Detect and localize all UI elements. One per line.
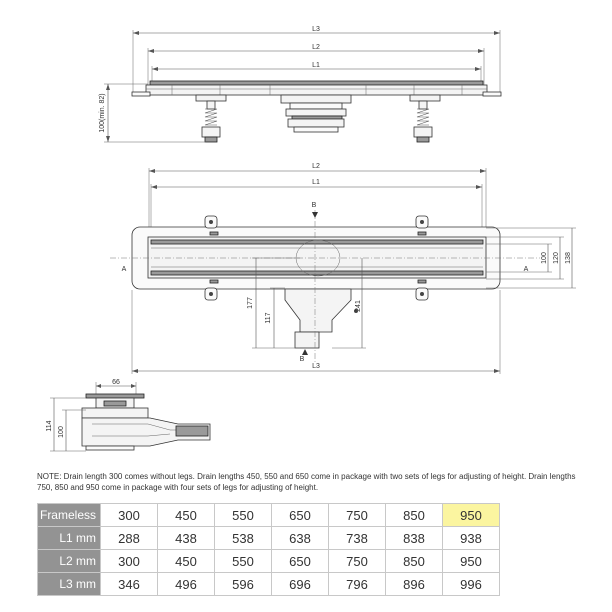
size-table-cell: 596	[215, 573, 272, 596]
section-b-top: B	[311, 202, 317, 209]
top-view	[110, 163, 576, 374]
size-table-cell: 438	[158, 527, 215, 550]
top-h120-label: 120	[553, 252, 560, 264]
section-w66-label: 66	[112, 379, 120, 386]
size-table-cell: 850	[386, 550, 443, 573]
size-table-cell: 496	[158, 573, 215, 596]
size-table-cell: 950	[443, 550, 500, 573]
side-view	[99, 26, 501, 142]
size-table-cell: 838	[386, 527, 443, 550]
size-table-cell: 450	[158, 550, 215, 573]
size-table-body	[38, 504, 500, 596]
size-table-cell: 996	[443, 573, 500, 596]
size-table-cell: 650	[272, 550, 329, 573]
size-table-cell: 288	[101, 527, 158, 550]
size-table-row-label: L3 mm	[38, 573, 101, 596]
size-table-row	[38, 527, 500, 550]
size-table-cell: 950	[443, 504, 500, 527]
size-table-cell: 750	[329, 504, 386, 527]
top-dim-l2	[149, 163, 486, 236]
section-view	[46, 379, 210, 451]
size-table-cell: 300	[101, 550, 158, 573]
side-leg-right	[410, 95, 440, 142]
top-h138-label: 138	[565, 252, 572, 264]
side-channel	[132, 81, 501, 96]
top-d117-label: 117	[265, 312, 272, 324]
size-table-cell: 850	[386, 504, 443, 527]
top-d241-label: 241	[355, 300, 362, 312]
size-table-cell: 550	[215, 504, 272, 527]
top-l1-label: L1	[312, 179, 320, 186]
section-body	[82, 394, 210, 450]
section-a-right: A	[523, 266, 529, 273]
size-table-row-label: L2 mm	[38, 550, 101, 573]
size-table-cell: 796	[329, 573, 386, 596]
section-a-left: A	[121, 266, 127, 273]
size-table-row-label: L1 mm	[38, 527, 101, 550]
size-table-row	[38, 504, 500, 527]
section-h100-label: 100	[58, 426, 65, 438]
top-d177-label: 177	[247, 297, 254, 309]
side-height-label: 100(min. 82)	[99, 93, 106, 133]
side-l2-label: L2	[312, 44, 320, 51]
top-h100-label: 100	[541, 252, 548, 264]
size-table-cell: 650	[272, 504, 329, 527]
size-table-cell: 450	[158, 504, 215, 527]
size-table-row	[38, 573, 500, 596]
side-leg-left	[196, 95, 226, 142]
size-table	[37, 503, 500, 596]
side-siphon	[281, 95, 351, 132]
size-table-cell: 696	[272, 573, 329, 596]
legs-note: NOTE: Drain length 300 comes without legs. Drain lengths 450, 550 and 650 come in package with two sets of legs for adjusting of height. Drain lengths 750, 850 and 950 come in package with four sets of legs for adjusting of height.	[37, 472, 576, 492]
size-table-cell: 938	[443, 527, 500, 550]
size-table-row	[38, 550, 500, 573]
size-table-cell: 896	[386, 573, 443, 596]
side-l3-label: L3	[312, 26, 320, 33]
section-dims-height	[46, 398, 86, 451]
top-l2-label: L2	[312, 163, 320, 170]
section-h114-label: 114	[46, 420, 53, 432]
size-table-cell: 738	[329, 527, 386, 550]
size-table-cell: 538	[215, 527, 272, 550]
side-l1-label: L1	[312, 62, 320, 69]
size-table-cell: 300	[101, 504, 158, 527]
section-b-bottom: B	[299, 356, 305, 363]
size-table-cell: 638	[272, 527, 329, 550]
top-l3-label: L3	[312, 363, 320, 370]
top-channel	[148, 232, 486, 283]
size-table-cell: 750	[329, 550, 386, 573]
size-table-row-label: Frameless	[38, 504, 101, 527]
size-table-cell: 550	[215, 550, 272, 573]
size-table-cell: 346	[101, 573, 158, 596]
